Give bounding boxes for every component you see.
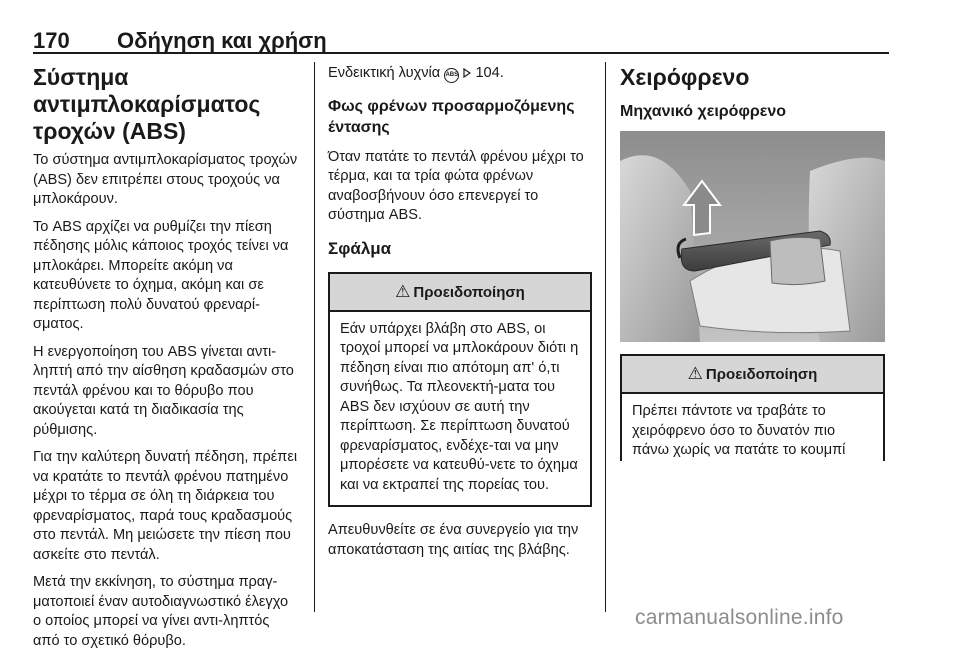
page-number: 170 xyxy=(33,28,70,53)
subheading-mechanical-handbrake: Μηχανικό χειρόφρενο xyxy=(620,103,787,120)
handbrake-warning-box xyxy=(620,354,885,461)
warning-header xyxy=(622,356,883,394)
indicator-reference xyxy=(328,64,592,84)
warning-text: Πρέπει πάντοτε να τραβάτε το χειρόφρενο όσο το δυνατόν πιο πάνω χωρίς να πατάτε το κουμπί xyxy=(632,403,846,458)
warning-title: Προειδοποίηση xyxy=(413,283,525,301)
paragraph: Το ABS αρχίζει να ρυθμίζει την πίεση πέδησης μόλις κάποιος τροχός τείνει να μπλοκάρει. Μπορείτε ακόμη να κατευθύνετε το όχημα, ακόμη και σε περίπτωση πολύ δυνατού φρεναρί-σματος. xyxy=(33,218,289,332)
warning-title: Προειδοποίηση xyxy=(705,366,818,383)
abs-indicator-icon: ABS xyxy=(444,68,459,83)
paragraph: Μετά την εκκίνηση, το σύστημα πραγ-ματοποιεί έναν αυτοδιαγνωστικό έλεγχο ο οποίος μπορεί να γίνει αντι-ληπτός από το σχετικό θόρυβο. xyxy=(33,574,289,649)
warning-header xyxy=(330,274,590,312)
column-handbrake xyxy=(620,64,885,132)
page-reference-icon xyxy=(463,65,475,81)
subheading-brake-light: Φως φρένων προσαρμοζόμενης έντασης xyxy=(328,97,575,136)
subheading-fault: Σφάλμα xyxy=(328,238,392,258)
column-handbrake-warning xyxy=(620,354,885,461)
section-heading-handbrake: Χειρόφρενο xyxy=(620,64,750,90)
paragraph: Απευθυνθείτε σε ένα συνεργείο για την αποκατάσταση της αιτίας της βλάβης. xyxy=(328,522,579,558)
warning-triangle-icon: ⚠ xyxy=(395,281,411,301)
section-heading-abs: Σύστημα αντιμπλοκαρίσματος τροχών (ABS) xyxy=(33,64,261,144)
paragraph: Για την καλύτερη δυνατή πέδηση, πρέπει να κρατάτε το πεντάλ φρένου πατημένο μέχρι το τέρμα σε όλη τη διάρκεια του φρεναρίσματος, παρά τους κραδασμούς στο πεντάλ. Μη μειώσετε την πίεση που ασκείτε στο πεντάλ. xyxy=(33,449,298,563)
column-abs xyxy=(33,64,299,659)
warning-text: Εάν υπάρχει βλάβη στο ABS, οι τροχοί μπορεί να μπλοκάρουν διότι η πέδηση είναι πιο απότομη απ' ό,τι συνήθως. Τα πλεονεκτή-ματα του ABS δεν ισχύουν σε αυτή την περίπτωση. Σε περίπτωση δυνατού φρεναρίσματος, ενδέχε-ται να μην μπορέσετε να κατευθύ-νετε το όχημα και να εκτραπεί της πορείας του. xyxy=(340,320,579,493)
watermark: carmanualsonline.info xyxy=(635,606,844,629)
paragraph: Το σύστημα αντιμπλοκαρίσματος τροχών (ABS) δεν επιτρέπει στους τροχούς να μπλοκάρουν. xyxy=(33,152,298,207)
page-header xyxy=(33,28,889,54)
column-divider-1 xyxy=(314,62,315,612)
warning-box xyxy=(328,272,592,508)
chapter-title: Οδήγηση και χρήση xyxy=(117,28,327,53)
paragraph: Όταν πατάτε το πεντάλ φρένου μέχρι το τέρμα, και τα τρία φώτα φρένων αναβοσβήνουν όσο επενεργεί το σύστημα ABS. xyxy=(328,148,584,223)
indicator-text: Ενδεικτική λυχνία xyxy=(328,65,441,81)
paragraph: Η ενεργοποίηση του ABS γίνεται αντι-ληπτή από την αίσθηση κραδασμών στο πεντάλ φρένου και το θόρυβο που ακούγεται κατά τη διαδικασία της ρύθμισης. xyxy=(33,343,294,438)
handbrake-illustration xyxy=(620,131,885,342)
column-abs-continued xyxy=(328,64,592,568)
indicator-page-number: 104. xyxy=(475,65,504,81)
warning-triangle-icon: ⚠ xyxy=(687,364,703,383)
column-divider-2 xyxy=(605,62,606,612)
